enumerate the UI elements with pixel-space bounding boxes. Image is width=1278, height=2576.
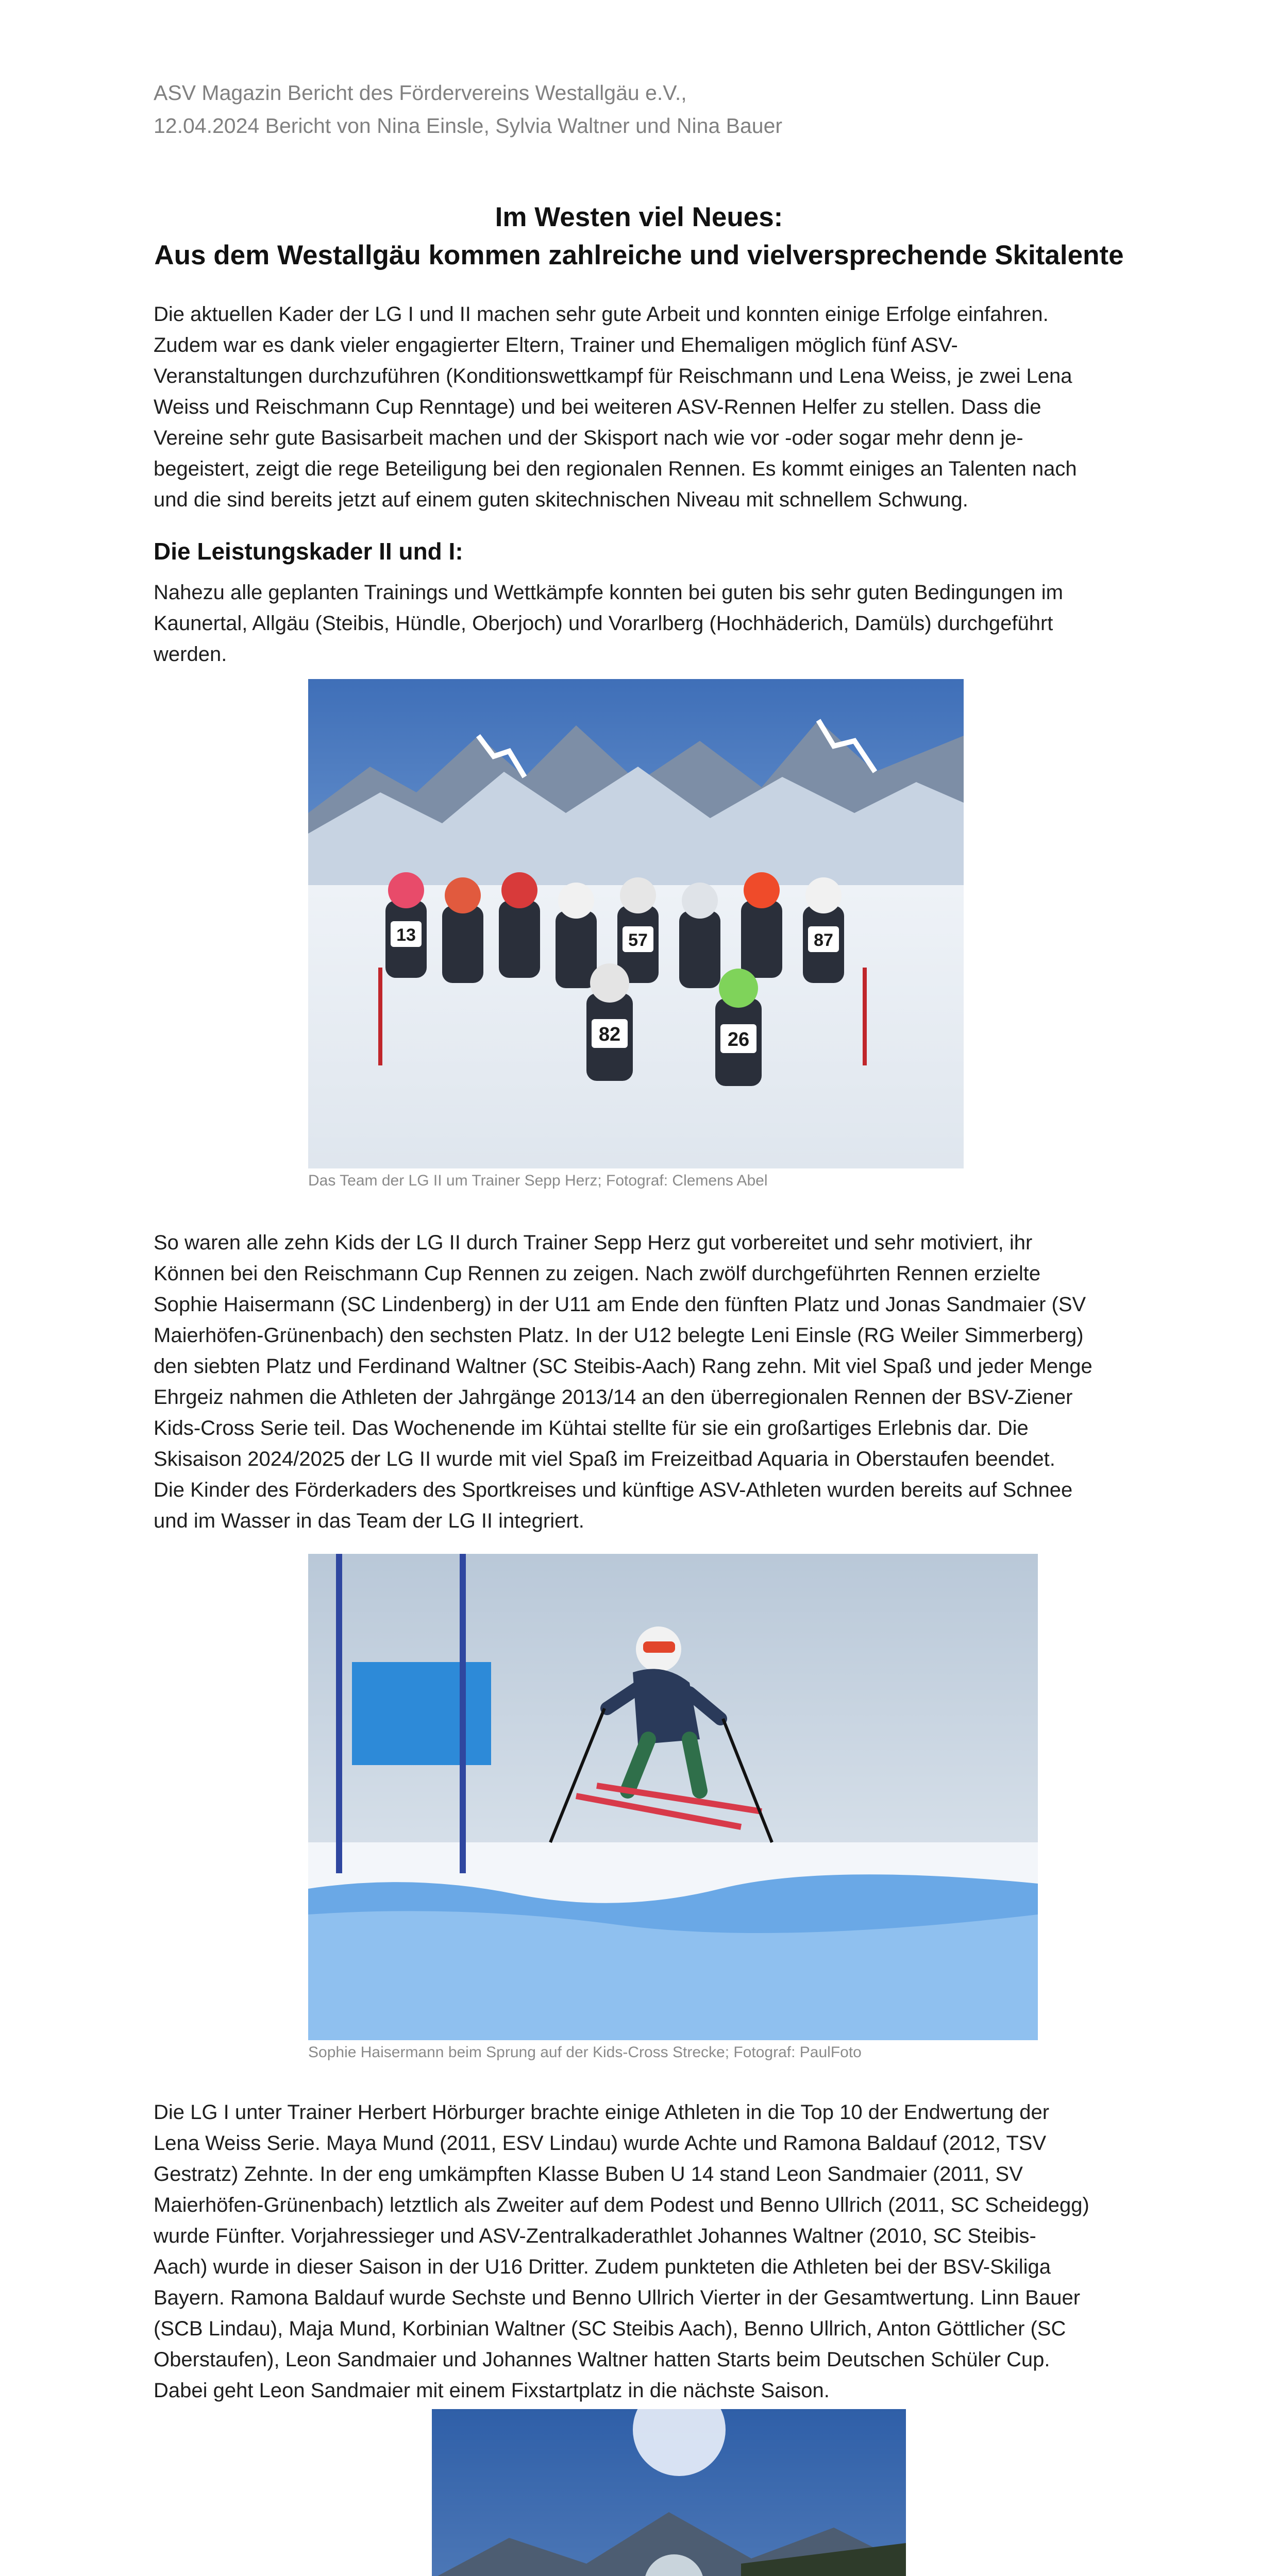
text-line: Maierhöfen-Grünenbach) den sechsten Platz. In der U12 belegte Leni Einsle (RG Weiler Simmerberg) <box>154 1324 1084 1347</box>
text-line: Bayern. Ramona Baldauf wurde Sechste und Benno Ullrich Vierter in der Gesamtwertung. Linn Bauer <box>154 2286 1081 2309</box>
text-line: Kids-Cross Serie teil. Das Wochenende im Kühtai stellte für sie ein großartiges Erlebnis dar. Die <box>154 1417 1029 1439</box>
photo-ski-jump <box>308 1554 1038 2040</box>
text-line: und im Wasser in das Team der LG II integriert. <box>154 1510 584 1532</box>
text-line: Sophie Haisermann (SC Lindenberg) in der U11 am Ende den fünften Platz und Jonas Sandmaier (SV <box>154 1293 1086 1316</box>
text-line: Skisaison 2024/2025 der LG II wurde mit viel Spaß im Freizeitbad Aquaria in Oberstaufen beendet. <box>154 1448 1055 1470</box>
text-line: Gestratz) Zehnte. In der eng umkämpften Klasse Buben U 14 stand Leon Sandmaier (2011, SV <box>154 2163 1023 2185</box>
text-line: wurde Fünfter. Vorjahressieger und ASV-Zentralkaderathlet Johannes Waltner (2010, SC Steibis- <box>154 2225 1036 2247</box>
team-photo-illustration <box>308 679 964 1168</box>
header-line-2: 12.04.2024 Bericht von Nina Einsle, Sylvia Waltner und Nina Bauer <box>154 114 783 138</box>
text-line: Weiss und Reischmann Cup Renntage) und bei weiteren ASV-Rennen Helfer zu stellen. Dass die <box>154 396 1041 418</box>
section1-paragraph <box>154 577 1124 670</box>
article-title <box>154 198 1124 275</box>
bib-number: 57 <box>628 930 648 950</box>
title-line-1: Im Westen viel Neues: <box>495 202 783 232</box>
text-line: Lena Weiss Serie. Maya Mund (2011, ESV Lindau) wurde Achte und Ramona Baldauf (2012, TSV <box>154 2132 1047 2155</box>
lg1-paragraph <box>154 2097 1124 2406</box>
text-line: Veranstaltungen durchzuführen (Konditionswettkampf für Reischmann und Lena Weiss, je zwei Lena <box>154 365 1072 387</box>
text-line: Maierhöfen-Grünenbach) letztlich als Zweiter auf dem Podest und Benno Ullrich (2011, SC Scheidegg) <box>154 2194 1089 2216</box>
text-line: Nahezu alle geplanten Trainings und Wettkämpfe konnten bei guten bis sehr guten Bedingungen im <box>154 581 1063 604</box>
text-line: So waren alle zehn Kids der LG II durch Trainer Sepp Herz gut vorbereitet und sehr motiviert, ihr <box>154 1231 1033 1254</box>
title-line-2: Aus dem Westallgäu kommen zahlreiche und vielversprechende Skitalente <box>154 240 1124 270</box>
document-header <box>154 76 782 142</box>
ski-jump-illustration <box>308 1554 1038 2040</box>
bib-number: 82 <box>598 1024 621 1045</box>
lg2-paragraph <box>154 1227 1124 1536</box>
text-line: Ehrgeiz nahmen die Athleten der Jahrgänge 2013/14 an den überregionalen Rennen der BSV-Ziener <box>154 1386 1073 1409</box>
text-line: Oberstaufen), Leon Sandmaier und Johannes Waltner hatten Starts beim Deutschen Schüler Cup. <box>154 2348 1050 2371</box>
section-heading-leistungskader: Die Leistungskader II und I: <box>154 538 463 565</box>
photo-leon-sandmaier <box>432 2409 906 2576</box>
skier-portrait-illustration <box>432 2409 906 2576</box>
bib-number: 87 <box>814 930 833 950</box>
text-line: Zudem war es dank vieler engagierter Eltern, Trainer und Ehemaligen möglich fünf ASV- <box>154 334 958 357</box>
text-line: Die Kinder des Förderkaders des Sportkreises und künftige ASV-Athleten wurden bereits auf Schnee <box>154 1479 1073 1501</box>
photo2-caption: Sophie Haisermann beim Sprung auf der Kids-Cross Strecke; Fotograf: PaulFoto <box>308 2044 862 2061</box>
intro-paragraph <box>154 299 1124 515</box>
photo-team-lg2 <box>308 679 964 1168</box>
text-line: und die sind bereits jetzt auf einem guten skitechnischen Niveau mit schnellem Schwung. <box>154 488 968 511</box>
text-line: Aach) wurde in dieser Saison in der U16 Dritter. Zudem punkteten die Athleten bei der BSV-Skiliga <box>154 2256 1051 2278</box>
header-line-1: ASV Magazin Bericht des Fördervereins Westallgäu e.V., <box>154 81 687 105</box>
text-line: begeistert, zeigt die rege Beteiligung bei den regionalen Rennen. Es kommt einiges an Talenten nach <box>154 457 1077 480</box>
text-line: Vereine sehr gute Basisarbeit machen und der Skisport nach wie vor -oder sogar mehr denn je- <box>154 427 1023 449</box>
bib-number: 26 <box>727 1029 750 1050</box>
text-line: Kaunertal, Allgäu (Steibis, Hündle, Oberjoch) und Vorarlberg (Hochhäderich, Damüls) durchgeführt <box>154 612 1053 635</box>
text-line: (SCB Lindau), Maja Mund, Korbinian Waltner (SC Steibis Aach), Benno Ullrich, Anton Göttlicher (SC <box>154 2317 1066 2340</box>
text-line: Die aktuellen Kader der LG I und II machen sehr gute Arbeit und konnten einige Erfolge einfahren. <box>154 303 1049 326</box>
text-line: Dabei geht Leon Sandmaier mit einem Fixstartplatz in die nächste Saison. <box>154 2379 830 2402</box>
text-line: Die LG I unter Trainer Herbert Hörburger brachte einige Athleten in die Top 10 der Endwertung der <box>154 2101 1050 2124</box>
bib-number: 13 <box>396 925 416 945</box>
text-line: den siebten Platz und Ferdinand Waltner (SC Steibis-Aach) Rang zehn. Mit viel Spaß und jeder Menge <box>154 1355 1092 1378</box>
text-line: werden. <box>154 643 227 666</box>
photo1-caption: Das Team der LG II um Trainer Sepp Herz; Fotograf: Clemens Abel <box>308 1172 768 1189</box>
text-line: Können bei den Reischmann Cup Rennen zu zeigen. Nach zwölf durchgeführten Rennen erzielte <box>154 1262 1041 1285</box>
